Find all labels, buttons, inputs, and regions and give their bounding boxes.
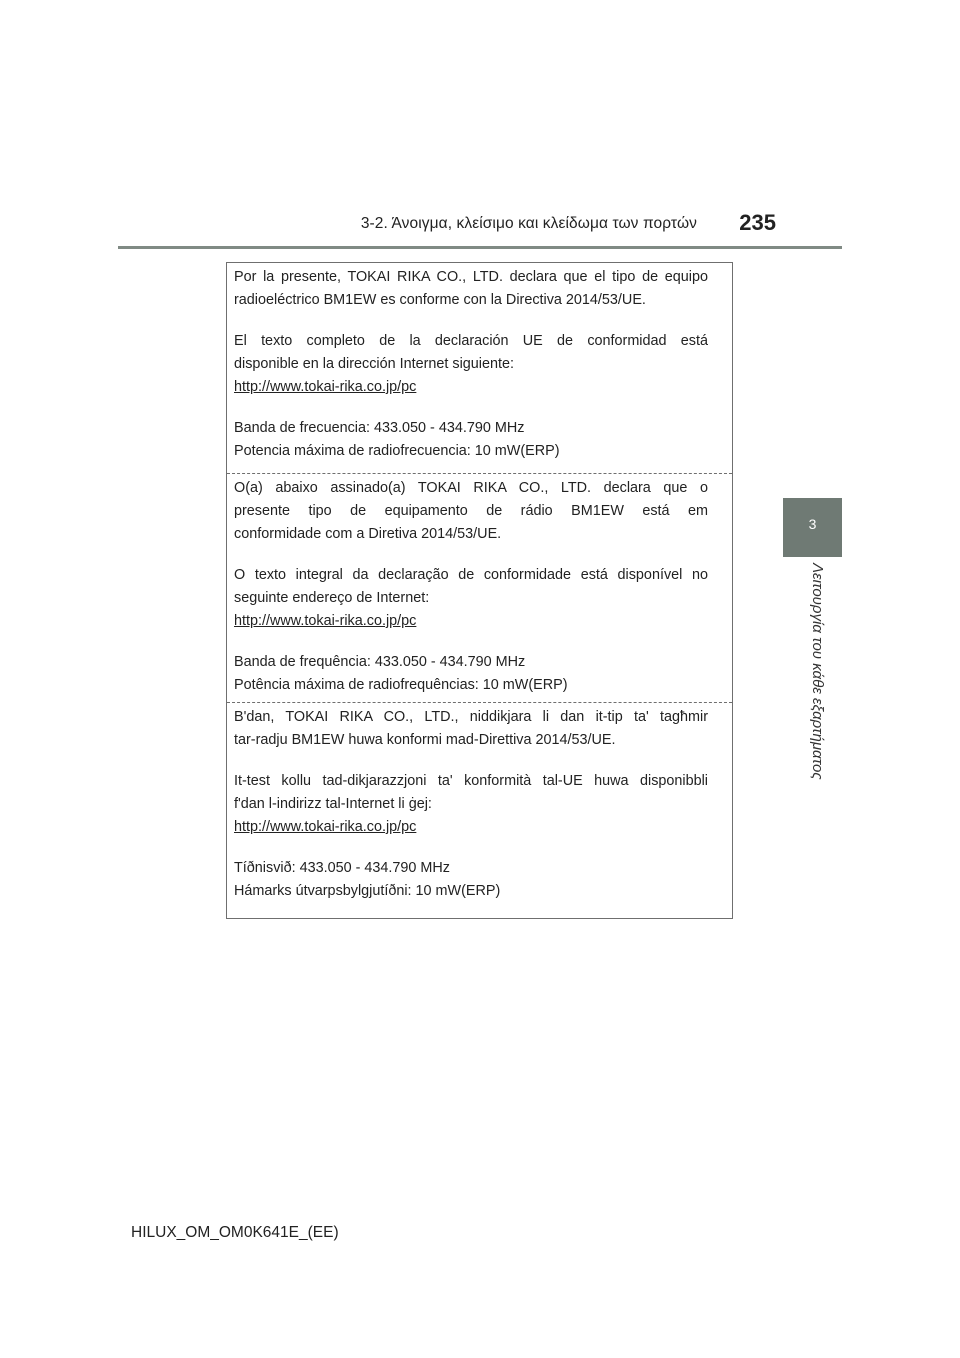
chapter-tab-number: 3: [808, 516, 817, 532]
declaration-text: O texto integral da declaração de conformidade está disponível no: [234, 567, 708, 583]
chapter-tab: [783, 498, 842, 557]
declaration-url-link[interactable]: http://www.tokai-rika.co.jp/pc: [234, 819, 417, 835]
max-power: Hámarks útvarpsbylgjutíðni: 10 mW(ERP): [234, 883, 501, 899]
max-power: Potência máxima de radiofrequências: 10 mW(ERP): [234, 677, 568, 693]
declaration-text: O(a) abaixo assinado(a) TOKAI RIKA CO., LTD. declara que o: [234, 480, 708, 496]
declaration-text: conformidade com a Diretiva 2014/53/UE.: [234, 526, 502, 542]
frequency-band: Tíðnisvið: 433.050 - 434.790 MHz: [234, 860, 450, 876]
frequency-band: Banda de frecuencia: 433.050 - 434.790 MHz: [234, 420, 525, 436]
chapter-side-label: Λειτουργία του κάθε εξαρτήματος: [809, 563, 826, 780]
declaration-text: It-test kollu tad-dikjarazzjoni ta' konformità tal-UE huwa disponibbli: [234, 773, 708, 789]
frequency-band: Banda de frequência: 433.050 - 434.790 MHz: [234, 654, 526, 670]
max-power: Potencia máxima de radiofrecuencia: 10 mW(ERP): [234, 443, 560, 459]
section-title: 3-2. Άνοιγμα, κλείσιμο και κλείδωμα των πορτών: [360, 215, 697, 232]
declaration-spanish: [227, 263, 732, 474]
declaration-text: radioeléctrico BM1EW es conforme con la Directiva 2014/53/UE.: [234, 292, 646, 308]
declaration-text: seguinte endereço de Internet:: [234, 590, 430, 606]
declaration-portuguese: [227, 474, 732, 703]
declaration-url-link[interactable]: http://www.tokai-rika.co.jp/pc: [234, 379, 417, 395]
declaration-text: B'dan, TOKAI RIKA CO., LTD., niddikjara li dan it-tip ta' tagħmir: [234, 709, 708, 725]
declaration-text: Por la presente, TOKAI RIKA CO., LTD. declara que el tipo de equipo: [234, 269, 708, 285]
document-code: HILUX_OM_OM0K641E_(EE): [131, 1224, 339, 1241]
page-number: 235: [739, 210, 776, 235]
declaration-url-link[interactable]: http://www.tokai-rika.co.jp/pc: [234, 613, 417, 629]
declaration-text: disponible en la dirección Internet siguiente:: [234, 356, 514, 372]
declaration-maltese: [227, 703, 732, 920]
declaration-text: f'dan l-indirizz tal-Internet li ġej:: [234, 796, 432, 812]
page-header: [118, 210, 842, 249]
declaration-text: tar-radju BM1EW huwa konformi mad-Direttiva 2014/53/UE.: [234, 732, 616, 748]
declaration-text: El texto completo de la declaración UE de conformidad está: [234, 333, 708, 349]
declarations-box: [226, 262, 733, 919]
declaration-text: presente tipo de equipamento de rádio BM1EW está em: [234, 503, 708, 519]
